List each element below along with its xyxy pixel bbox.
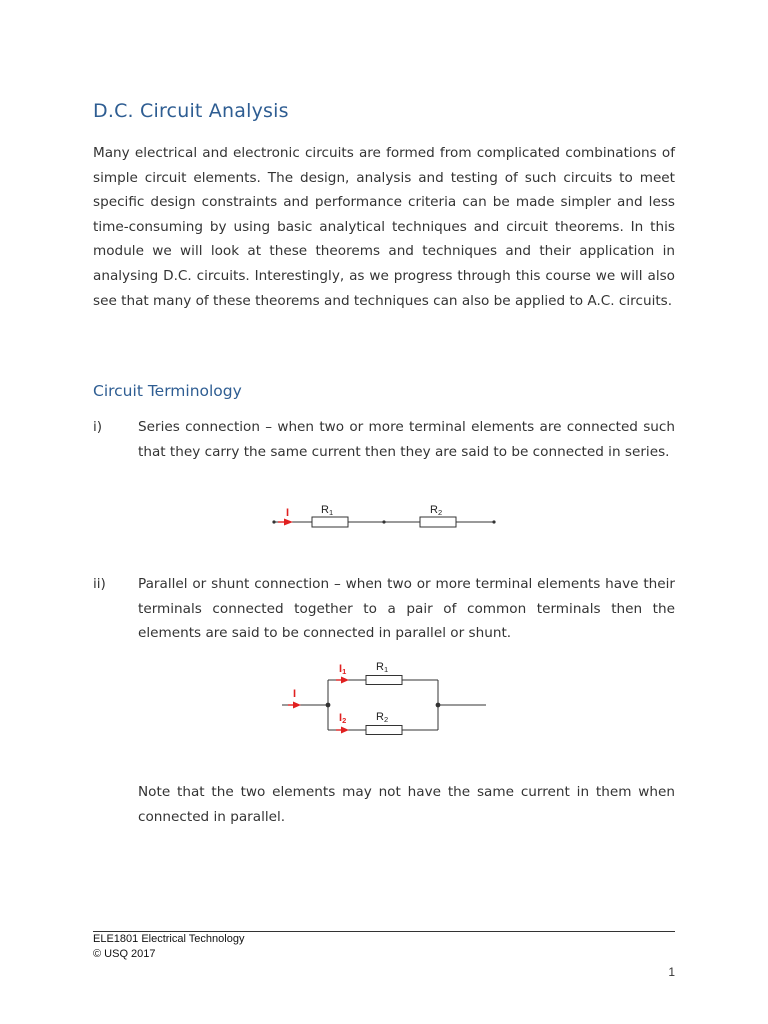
section-heading: Circuit Terminology [93,382,242,400]
footer-divider [93,931,675,932]
current-label: I [293,688,297,700]
footer-course: ELE1801 Electrical Technology [93,933,245,945]
list-item-number: ii) [93,576,106,592]
current-arrow-i2 [341,727,349,734]
junction-node [382,520,385,523]
page-title: D.C. Circuit Analysis [93,100,289,122]
list-item-number: i) [93,419,103,435]
parallel-circuit-diagram [270,655,500,750]
terminal-node [272,520,275,523]
list-item-text: Parallel or shunt connection – when two or more terminal elements have their terminals connected together to a pair of common terminals then the elements are said to be connected in parallel or shunt. [138,576,675,642]
resistor-r2 [420,517,456,527]
terminal-node [492,520,495,523]
resistor-label-r2: R2 [376,711,389,724]
current-label-i2: I2 [339,712,347,725]
note-paragraph: Note that the two elements may not have the same current in them when connected in parallel. [138,784,675,825]
junction-node [436,703,441,708]
footer-copyright: © USQ 2017 [93,948,156,960]
current-arrow-i1 [341,677,349,684]
resistor-label-r1: R1 [376,661,389,674]
current-label-i1: I1 [339,663,347,676]
series-circuit-diagram [260,498,510,538]
current-label: I [286,507,290,519]
junction-node [326,703,331,708]
intro-paragraph: Many electrical and electronic circuits are formed from complicated combinations of simple circuit elements. The design, analysis and testing of such circuits to meet specific design constraints and performance criteria can be made simpler and less time-consuming by using basic analytical techniques and circuit theorems. In this module we will look at these theorems and techniques and their application in analysing D.C. circuits. Interestingly, as we progress through this course we will also see that many of these theorems and techniques can also be applied to A.C. circuits. [93,145,675,309]
page-number: 1 [668,965,675,979]
resistor-r1 [366,676,402,685]
resistor-label-r2: R2 [430,504,443,517]
list-item-text: Series connection – when two or more terminal elements are connected such that they carry the same current then they are said to be connected in series. [138,419,675,460]
resistor-r2 [366,726,402,735]
resistor-r1 [312,517,348,527]
current-arrow [293,702,301,709]
resistor-label-r1: R1 [321,504,334,517]
